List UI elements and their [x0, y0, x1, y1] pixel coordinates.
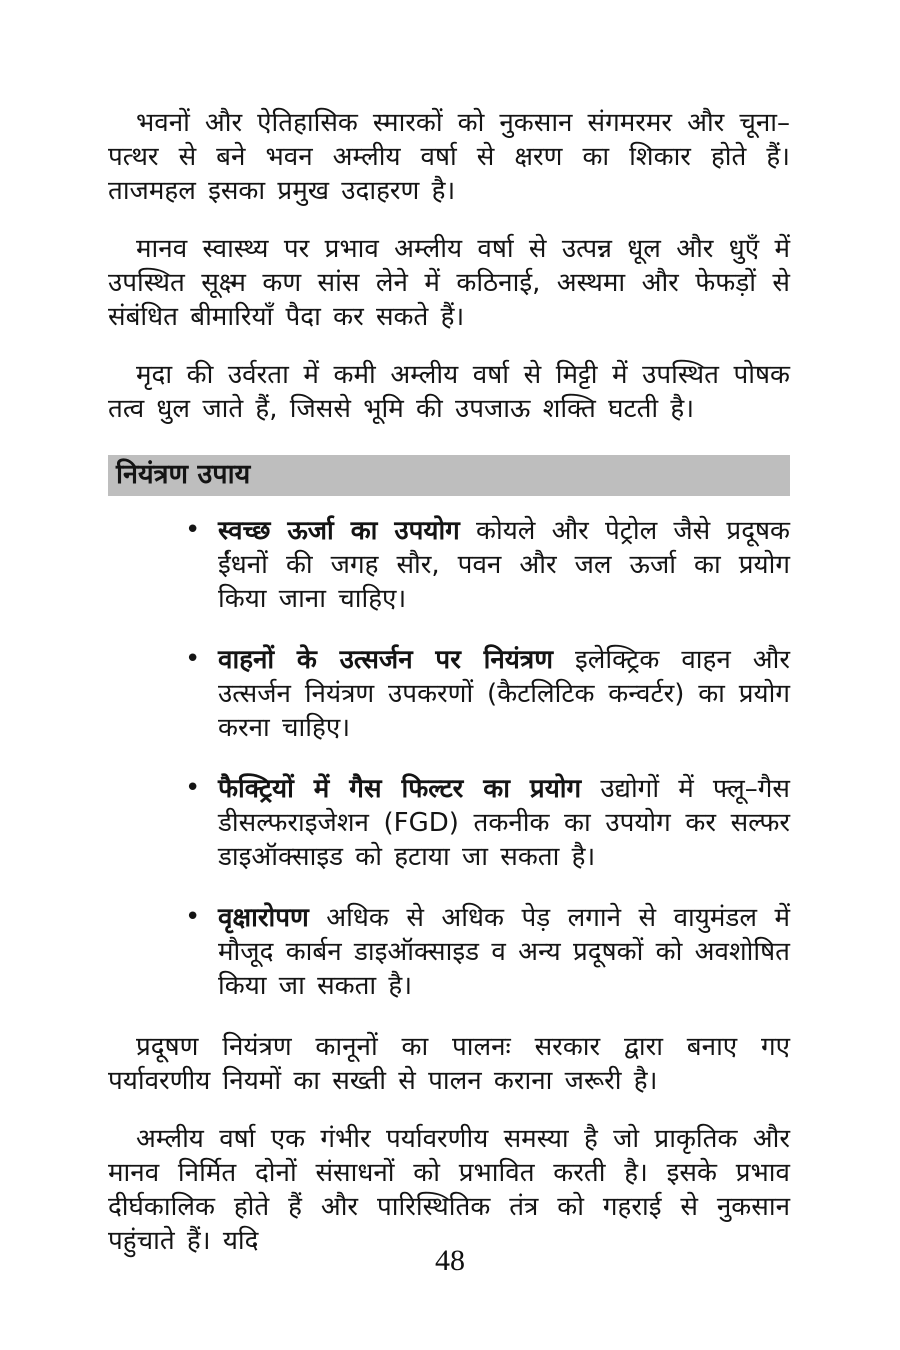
- paragraph-human-health-impact: मानव स्वास्थ्य पर प्रभाव अम्लीय वर्षा से उत्पन्न धूल और धुएँ में उपस्थित सूक्ष्म कण सांस लेने में कठिनाई, अस्थमा और फेफड़ों से संबंधित बीमारियाँ पैदा कर सकते हैं।: [108, 234, 790, 332]
- page-content: [108, 106, 790, 1282]
- bullet-lead: वाहनों के उत्सर्जन पर नियंत्रण: [218, 645, 553, 675]
- paragraph-acid-rain-conclusion: अम्लीय वर्षा एक गंभीर पर्यावरणीय समस्या है जो प्राकृतिक और मानव निर्मित दोनों संसाधनों को प्रभावित करती है। इसके प्रभाव दीर्घकालिक होते हैं और पारिस्थितिक तंत्र को गहराई से नुकसान पहुंचाते हैं। यदि: [108, 1124, 790, 1256]
- bullet-text: कोयले और पेट्रोल जैसे प्रदूषक ईंधनों की जगह सौर, पवन और जल ऊर्जा का प्रयोग किया जाना चाहिए।: [218, 516, 790, 614]
- paragraph-pollution-law-compliance: प्रदूषण नियंत्रण कानूनों का पालनः सरकार द्वारा बनाए गए पर्यावरणीय नियमों का सख्ती से पालन कराना जरूरी है।: [108, 1032, 790, 1096]
- bullet-text: उद्योगों में फ्लू–गैस डीसल्फराइजेशन (FGD) तकनीक का उपयोग कर सल्फर डाइऑक्साइड को हटाया जा सकता है।: [218, 774, 790, 872]
- control-measures-list: [108, 514, 790, 1003]
- list-item-vehicle-emissions: [185, 643, 790, 745]
- list-item-gas-filters: [185, 772, 790, 874]
- page-footer: [0, 1244, 900, 1278]
- bullet-text: इलेक्ट्रिक वाहन और उत्सर्जन नियंत्रण उपकरणों (कैटलिटिक कन्वर्टर) का प्रयोग करना चाहिए।: [218, 645, 790, 743]
- paragraph-soil-fertility-decline: मृदा की उर्वरता में कमी अम्लीय वर्षा से मिट्टी में उपस्थित पोषक तत्व धुल जाते हैं, जिससे भूमि की उपजाऊ शक्ति घटती है।: [108, 360, 790, 424]
- bullet-icon: •: [185, 515, 201, 545]
- bullet-lead: वृक्षारोपण: [218, 903, 309, 933]
- list-item-clean-energy: [185, 514, 790, 616]
- list-item-tree-plantation: [185, 901, 790, 1003]
- bullet-icon: •: [185, 902, 201, 932]
- page-number: 48: [435, 1244, 465, 1277]
- bullet-icon: •: [185, 644, 201, 674]
- section-heading-control-measures: नियंत्रण उपाय: [108, 455, 790, 496]
- bullet-lead: फैक्ट्रियों में गैस फिल्टर का प्रयोग: [218, 774, 582, 804]
- bullet-text: अधिक से अधिक पेड़ लगाने से वायुमंडल में मौजूद कार्बन डाइऑक्साइड व अन्य प्रदूषकों को अवशोषित किया जा सकता है।: [218, 903, 790, 1001]
- bullet-lead: स्वच्छ ऊर्जा का उपयोग: [218, 516, 460, 546]
- bullet-icon: •: [185, 773, 201, 803]
- paragraph-buildings-monuments-damage: भवनों और ऐतिहासिक स्मारकों को नुकसान संगमरमर और चूना–पत्थर से बने भवन अम्लीय वर्षा से क्षरण का शिकार होते हैं। ताजमहल इसका प्रमुख उदाहरण है।: [108, 108, 790, 206]
